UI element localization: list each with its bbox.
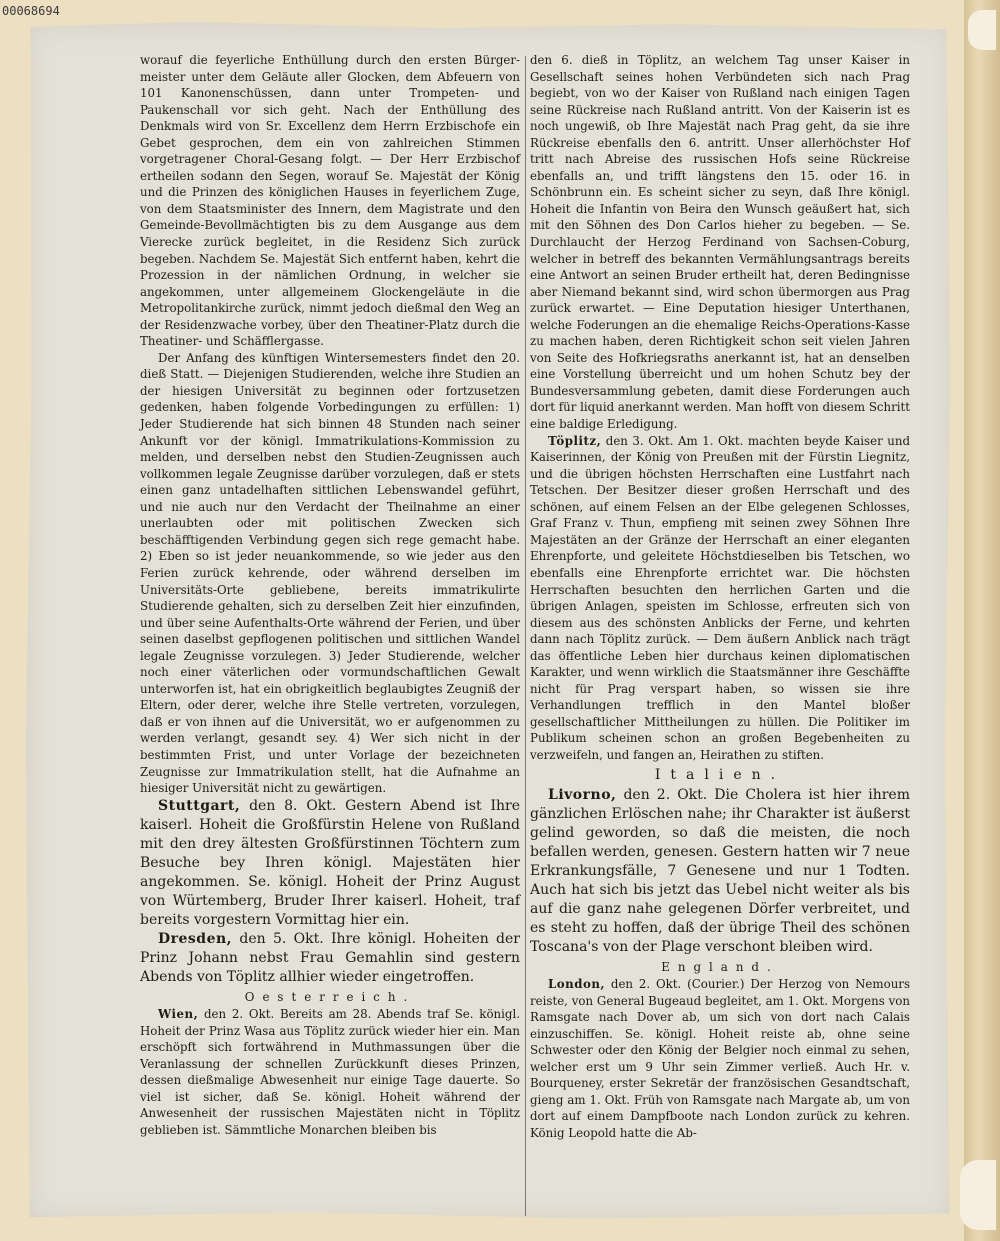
paragraph-text: den 5. Okt. Ihre königl. Hoheiten der Prinz Johann nebst Frau Gemahlin sind gestern Abends von Töplitz allhier wieder eingetroffen.	[140, 930, 520, 985]
dateline: Livorno,	[548, 786, 617, 803]
article-paragraph	[530, 786, 910, 957]
left-column	[140, 52, 520, 1139]
paragraph-text: worauf die feyerliche Enthüllung durch den ersten Bürger-meister unter dem Geläute aller Glocken, dem Abfeuern von 101 Kanonenschüssen, dann unter Trompeten- und Paukenschall vor sich geht. Nach der Enthüllung des Denkmals wird von Sr. Excellenz dem Herrn Erzbischofe ein Gebet gesprochen, dem ein von zahlreichen Stimmen vorgetragener Choral-Gesang folgt. — Der Herr Erzbischof ertheilen sodann den Segen, worauf Se. Majestät der König und die Prinzen des königlichen Hauses in feyerlichem Zuge, von dem Staatsminister des Innern, dem Magistrate und den Gemeinde-Bevollmächtigten bis zu dem Ausgange aus dem Vierecke zurück begleitet, in die Residenz Sich zurück begeben. Nachdem Se. Majestät Sich entfernt haben, kehrt die Prozession in der nämlichen Ordnung, in welcher sie angekommen, unter allgemeinem Glockengeläute in die Metropolitankirche zurück, nimmt jedoch dießmal den Weg an der Residenzwache vorbey, über den Theatiner-Platz durch die Theatiner- und Schäfflergasse.	[140, 53, 520, 349]
article-paragraph	[530, 52, 910, 433]
paragraph-text: den 2. Okt. (Courier.) Der Herzog von Nemours reiste, von General Bugeaud begleitet, am 1. Okt. Morgens von Ramsgate nach Dover ab, um sich von dort nach Calais einzuschiffen. Se. königl. Hoheit reiste ab, ohne seine Schwester oder den König der Belgier noch einmal zu sehen, welcher erst um 9 Uhr sein Zimmer verließ. Auch Hr. v. Bourqueney, erster Sekretär der französischen Gesandtschaft, gieng am 1. Okt. Früh von Ramsgate nach Margate ab, um von dort auf einem Dampfboote nach London zurück zu kehren. König Leopold hatte die Ab-	[530, 977, 910, 1140]
article-paragraph	[140, 930, 520, 987]
article-paragraph	[530, 433, 910, 764]
article-paragraph	[530, 976, 910, 1141]
dateline: Wien,	[158, 1007, 199, 1022]
section-heading: Oesterreich.	[244, 989, 416, 1004]
section-heading: England.	[661, 959, 779, 974]
article-paragraph	[140, 797, 520, 930]
top-clip	[968, 10, 996, 50]
paragraph-text: den 2. Okt. Bereits am 28. Abends traf Se. königl. Hoheit der Prinz Wasa aus Töplitz zurück wieder hier ein. Man erschöpft sich fortwährend in Muthmassungen über die Veranlassung der schnellen Zurückkunft dieses Prinzen, dessen dießmalige Abwesenheit nur einige Tage dauerte. So viel ist sicher, daß Se. königl. Hoheit während der Anwesenheit der russischen Majestäten nicht in Töplitz geblieben ist. Sämmtliche Monarchen bleiben bis	[140, 1007, 520, 1137]
paragraph-text: den 8. Okt. Gestern Abend ist Ihre kaiserl. Hoheit die Großfürstin Helene von Rußland mit den drey ältesten Großfürstinnen Töchtern zum Besuche bey Ihren königl. Majestäten hier angekommen. Se. königl. Hoheit der Prinz August von Würtemberg, Bruder Ihrer kaiserl. Hoheit, traf bereits vorgestern Vormittag hier ein.	[140, 797, 520, 928]
article-paragraph	[140, 1006, 520, 1138]
bottom-clip	[960, 1160, 996, 1230]
dateline: Töplitz,	[548, 433, 602, 448]
paragraph-text: den 6. dieß in Töplitz, an welchem Tag unser Kaiser in Gesellschaft seines hohen Verbündeten sich nach Prag begiebt, von wo der Kaiser von Rußland nach einigen Tagen seine Rückreise nach Rußland antritt. Von der Kaiserin ist es noch ungewiß, ob Ihre Majestät nach Prag geht, da sie ihre Rückreise ebenfalls den 6. antritt. Unser allerhöchster Hof tritt nach Abreise des russischen Hofs seine Rückreise ebenfalls an, und trifft längstens den 15. oder 16. in Schönbrunn ein. Es scheint sicher zu seyn, daß Ihre königl. Hoheit die Infantin von Beira den Wunsch geäußert hat, sich mit den Söhnen des Don Carlos hieher zu begeben. — Se. Durchlaucht der Herzog Ferdinand von Sachsen-Coburg, welcher in betreff des bekannten Vermählungsantrags bereits eine Antwort an seinen Bruder ertheilt hat, deren Bedingnisse aber Niemand bekannt sind, wird schon übermorgen aus Prag zurück erwartet. — Eine Deputation hiesiger Unterthanen, welche Foderungen an die ehemalige Reichs-Operations-Kasse zu machen haben, deren Richtigkeit schon seit vielen Jahren von Seite des Hofkriegsraths anerkannt ist, hat an denselben eine Vorstellung überreicht und um hohen Schutz bey der Bundesversammlung gebeten, damit diese Forderungen auch dort für liquid anerkannt werden. Man hofft von diesem Schritt eine baldige Erledigung.	[530, 53, 910, 432]
column-divider	[525, 56, 526, 1216]
dateline: London,	[548, 977, 606, 992]
dateline: Dresden,	[158, 930, 233, 947]
paragraph-text: den 2. Okt. Die Cholera ist hier ihrem gänzlichen Erlöschen nahe; ihr Charakter ist äußerst gelind geworden, so daß die meisten, die noch befallen werden, genesen. Gestern hatten wir 7 neue Erkrankungsfälle, 7 Genesene und nur 1 Todten. Auch hat sich bis jetzt das Uebel nicht weiter als bis auf die ganz nahe gelegenen Dörfer verbreitet, und es steht zu hoffen, daß der übrige Theil des schönen Toscana's von der Plage verschont bleiben wird.	[530, 786, 910, 955]
dateline: Stuttgart,	[158, 797, 241, 814]
archive-id: 00068694	[2, 4, 60, 18]
paragraph-text: Der Anfang des künftigen Wintersemesters findet den 20. dieß Statt. — Diejenigen Studierenden, welche ihre Studien an der hiesigen Universität zu beginnen oder fortzusetzen gedenken, haben folgende Vorbedingungen zu erfüllen: 1) Jeder Studierende hat sich binnen 48 Stunden nach seiner Ankunft vor der königl. Immatrikulations-Kommission zu melden, und derselben nebst den Studien-Zeugnissen auch vollkommen legale Zeugnisse darüber vorzulegen, daß er stets einen ganz untadelhaften sittlichen Lebenswandel geführt, und nie auch nur den Verdacht der Theilnahme an einer unerlaubten oder mit politischen Zwecken sich beschäfftigenden Verbindung gegen sich rege gemacht habe. 2) Eben so ist jeder neuankommende, so wie jeder aus den Ferien zurück kehrende, oder während derselben im Universitäts-Orte gebliebene, bereits immatrikulirte Studierende gehalten, sich zu derselben Zeit hier einzufinden, und über seine Aufenthalts-Orte während der Ferien, und über seinen daselbst gepflogenen politischen und sittlichen Wandel legale Zeugnisse vorzulegen. 3) Jeder Studierende, welcher noch einer väterlichen oder vormundschaftlichen Gewalt unterworfen ist, hat ein obrigkeitlich beglaubigtes Zeugniß der Eltern, oder derer, welche ihre Stelle vertreten, vorzulegen, daß er von ihnen auf die Universität, wo er aufgenommen zu werden verlangt, gesandt sey. 4) Wer sich nicht in der bestimmten Frist, und unter Vorlage der bezeichneten Zeugnisse zur Immatrikulation stellt, hat die Aufnahme an hiesiger Universität nicht zu gewärtigen.	[140, 350, 520, 796]
article-paragraph	[140, 52, 520, 350]
section-heading: Italien.	[654, 766, 786, 783]
right-column	[530, 52, 910, 1142]
binding-fold	[964, 0, 1000, 1241]
article-paragraph	[140, 350, 520, 797]
paragraph-text: den 3. Okt. Am 1. Okt. machten beyde Kaiser und Kaiserinnen, der König von Preußen mit der Fürstin Liegnitz, und die übrigen höchsten Herrschaften eine Lustfahrt nach Tetschen. Der Besitzer dieser großen Herrschaft und des schönen, auf einem Felsen an der Elbe gelegenen Schlosses, Graf Franz v. Thun, empfieng mit seinen zwey Söhnen Ihre Majestäten an der Gränze der Herrschaft an einer eleganten Ehrenpforte, und geleitete Höchstdieselben bis Tetschen, wo ebenfalls eine Ehrenpforte errichtet war. Die höchsten Herrschaften besuchten den herrlichen Garten und die übrigen Anlagen, speisten im Schlosse, erfreuten sich von diesem aus des schönsten Anblicks der Ferne, und kehrten dann nach Töplitz zurück. — Dem äußern Anblick nach trägt das öffentliche Leben hier durchaus keinen diplomatischen Karakter, und wenn wirklich die Staatsmänner ihre Geschäffte nicht für Prag verspart haben, so wissen sie ihre Verhandlungen trefflich in den Mantel bloßer gesellschaftlicher Mittheilungen zu hüllen. Die Politiker im Publikum scheinen schon an großen Begebenheiten zu verzweifeln, und fangen an, Heirathen zu stiften.	[530, 433, 910, 762]
